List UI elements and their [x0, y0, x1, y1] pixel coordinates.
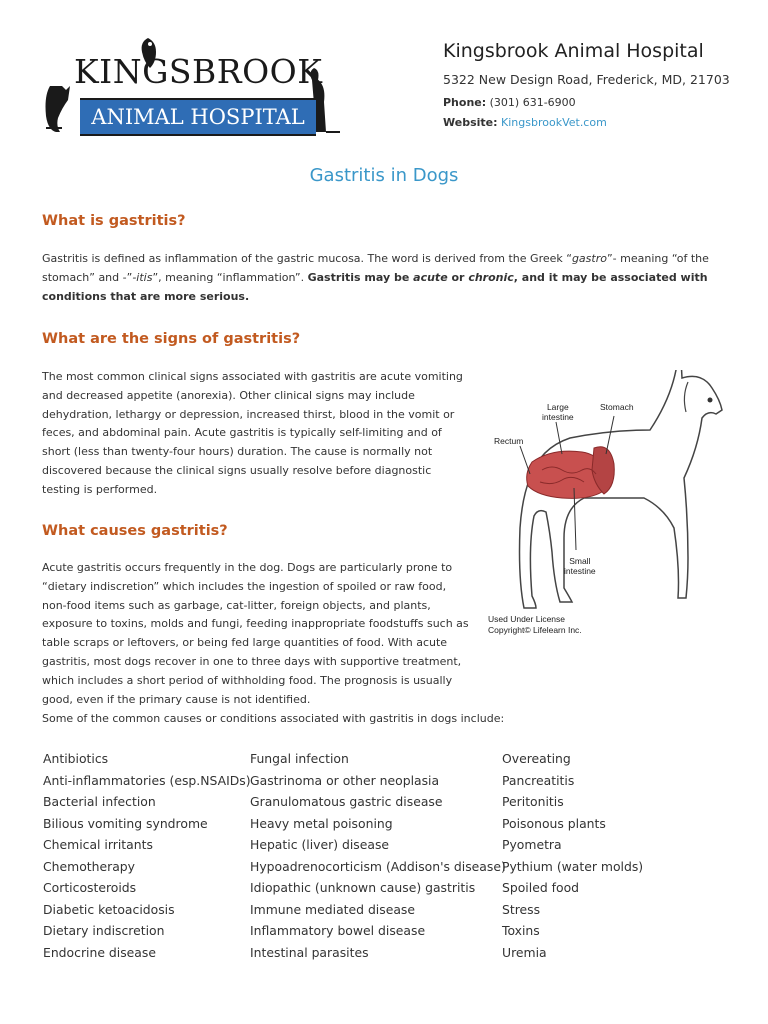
list-item: Hepatic (liver) disease	[250, 837, 390, 852]
list-item: Fungal infection	[250, 751, 349, 766]
page-title: Gastritis in Dogs	[309, 165, 459, 186]
heading-what-is-gastritis: What is gastritis?	[42, 213, 186, 229]
paragraph-causes	[42, 559, 474, 709]
list-item: Toxins	[502, 923, 540, 938]
dog-anatomy-figure	[482, 370, 730, 642]
term-acute: acute	[413, 270, 448, 284]
causes-text: Acute gastritis occurs frequently in the dog. Dogs are particularly prone to “dietary indiscretion” which includes the ingestion of spoiled or raw food, non-food items such as garbage, cat-litter, foreign objects, and plants, exposure to toxins, molds and fungi, feeding inappropriate foodstuffs such as table scraps or leftovers, or being fed large quantities of food. With acute gastritis, most dogs recover in one to three days with supportive treatment, which includes a short period of withholding food. The prognosis is usually good, even if the primary cause is not identified.	[42, 561, 469, 706]
label-small-intestine-line2: intestine	[564, 566, 596, 576]
list-item: Peritonitis	[502, 794, 564, 809]
list-item: Antibiotics	[43, 751, 109, 766]
hospital-name: Kingsbrook Animal Hospital	[443, 40, 704, 62]
label-rectum: Rectum	[494, 436, 524, 446]
list-item: Gastrinoma or other neoplasia	[250, 772, 440, 788]
list-item: Bacterial infection	[43, 794, 156, 809]
term-gastro: gastro	[571, 252, 607, 265]
list-item: Spoiled food	[502, 880, 580, 895]
bold-text-b: or	[447, 270, 469, 284]
figure-credit	[488, 614, 582, 636]
hospital-website	[443, 116, 607, 129]
phone-label: Phone:	[443, 96, 487, 109]
list-item: Idiopathic (unknown cause) gastritis	[250, 880, 476, 895]
list-item: Chemical irritants	[43, 837, 153, 852]
causes-list	[43, 748, 743, 963]
definition-text-b: ”- meaning “of the stomach” and -”	[42, 252, 709, 284]
label-large-intestine-line2: intestine	[542, 412, 574, 422]
bold-text-a: Gastritis may be	[307, 270, 414, 284]
list-item: Bilious vomiting syndrome	[43, 815, 208, 831]
heading-causes: What causes gastritis?	[42, 523, 228, 539]
list-item: Pancreatitis	[502, 772, 575, 788]
hospital-logo	[40, 36, 342, 136]
list-item: Poisonous plants	[502, 815, 606, 831]
list-item: Heavy metal poisoning	[250, 815, 393, 831]
bold-text-c: , and it may be associated with conditions that are more serious.	[42, 270, 708, 303]
list-item: Granulomatous gastric disease	[250, 794, 443, 809]
logo-subtitle: ANIMAL HOSPITAL	[91, 105, 305, 129]
hospital-phone	[443, 96, 576, 109]
logo-banner	[80, 98, 316, 136]
list-item: Pythium (water molds)	[502, 858, 644, 874]
website-link[interactable]: KingsbrookVet.com	[501, 116, 607, 129]
website-label: Website:	[443, 116, 498, 129]
paragraph-definition	[42, 250, 722, 306]
list-item: Dietary indiscretion	[43, 923, 165, 938]
heading-signs: What are the signs of gastritis?	[42, 331, 301, 347]
phone-number: (301) 631-6900	[489, 96, 576, 109]
definition-text-c: ”, meaning “inflammation”.	[152, 270, 308, 284]
label-stomach: Stomach	[600, 402, 634, 412]
causes-list-intro: Some of the common causes or conditions associated with gastritis in dogs include:	[42, 712, 505, 725]
definition-text-a: Gastritis is defined as inflammation of the gastric mucosa. The word is derived from the Greek “	[42, 252, 572, 265]
list-item: Chemotherapy	[43, 858, 135, 874]
label-small-intestine	[564, 556, 596, 576]
list-item: Overeating	[502, 751, 571, 766]
list-item: Inflammatory bowel disease	[250, 923, 426, 938]
list-item: Intestinal parasites	[250, 944, 369, 960]
list-item: Immune mediated disease	[250, 901, 415, 917]
logo-wordmark: KINGSBROOK	[74, 52, 323, 91]
list-item: Diabetic ketoacidosis	[43, 901, 175, 917]
list-item: Uremia	[502, 944, 547, 960]
paragraph-signs: The most common clinical signs associated with gastritis are acute vomiting and decreased appetite (anorexia). Other clinical signs may include dehydration, lethargy or depression, increased thirst, blood in the vomit or feces, and abdominal pain. Acute gastritis is typically self-limiting and of short (less than twenty-four hours) duration. The cause is normally not discovered because the clinical signs usually resolve before diagnostic testing is performed.	[42, 370, 463, 496]
list-item: Anti-inflammatories (esp.NSAIDs)	[43, 772, 251, 788]
credit-line1: Used Under License	[488, 614, 566, 624]
label-large-intestine-line1: Large	[546, 402, 569, 412]
list-item: Pyometra	[502, 837, 562, 852]
label-small-intestine-line1: Small	[569, 556, 591, 566]
list-item: Corticosteroids	[43, 880, 137, 895]
term-chronic: chronic	[468, 270, 514, 284]
list-item: Hypoadrenocorticism (Addison's disease)	[250, 858, 506, 874]
credit-line2: Copyright© Lifelearn Inc.	[488, 625, 582, 635]
list-item: Stress	[502, 901, 541, 917]
label-large-intestine	[542, 402, 574, 422]
hospital-address: 5322 New Design Road, Frederick, MD, 21703	[443, 72, 730, 87]
term-itis: -itis	[132, 270, 153, 284]
list-item: Endocrine disease	[43, 944, 156, 960]
